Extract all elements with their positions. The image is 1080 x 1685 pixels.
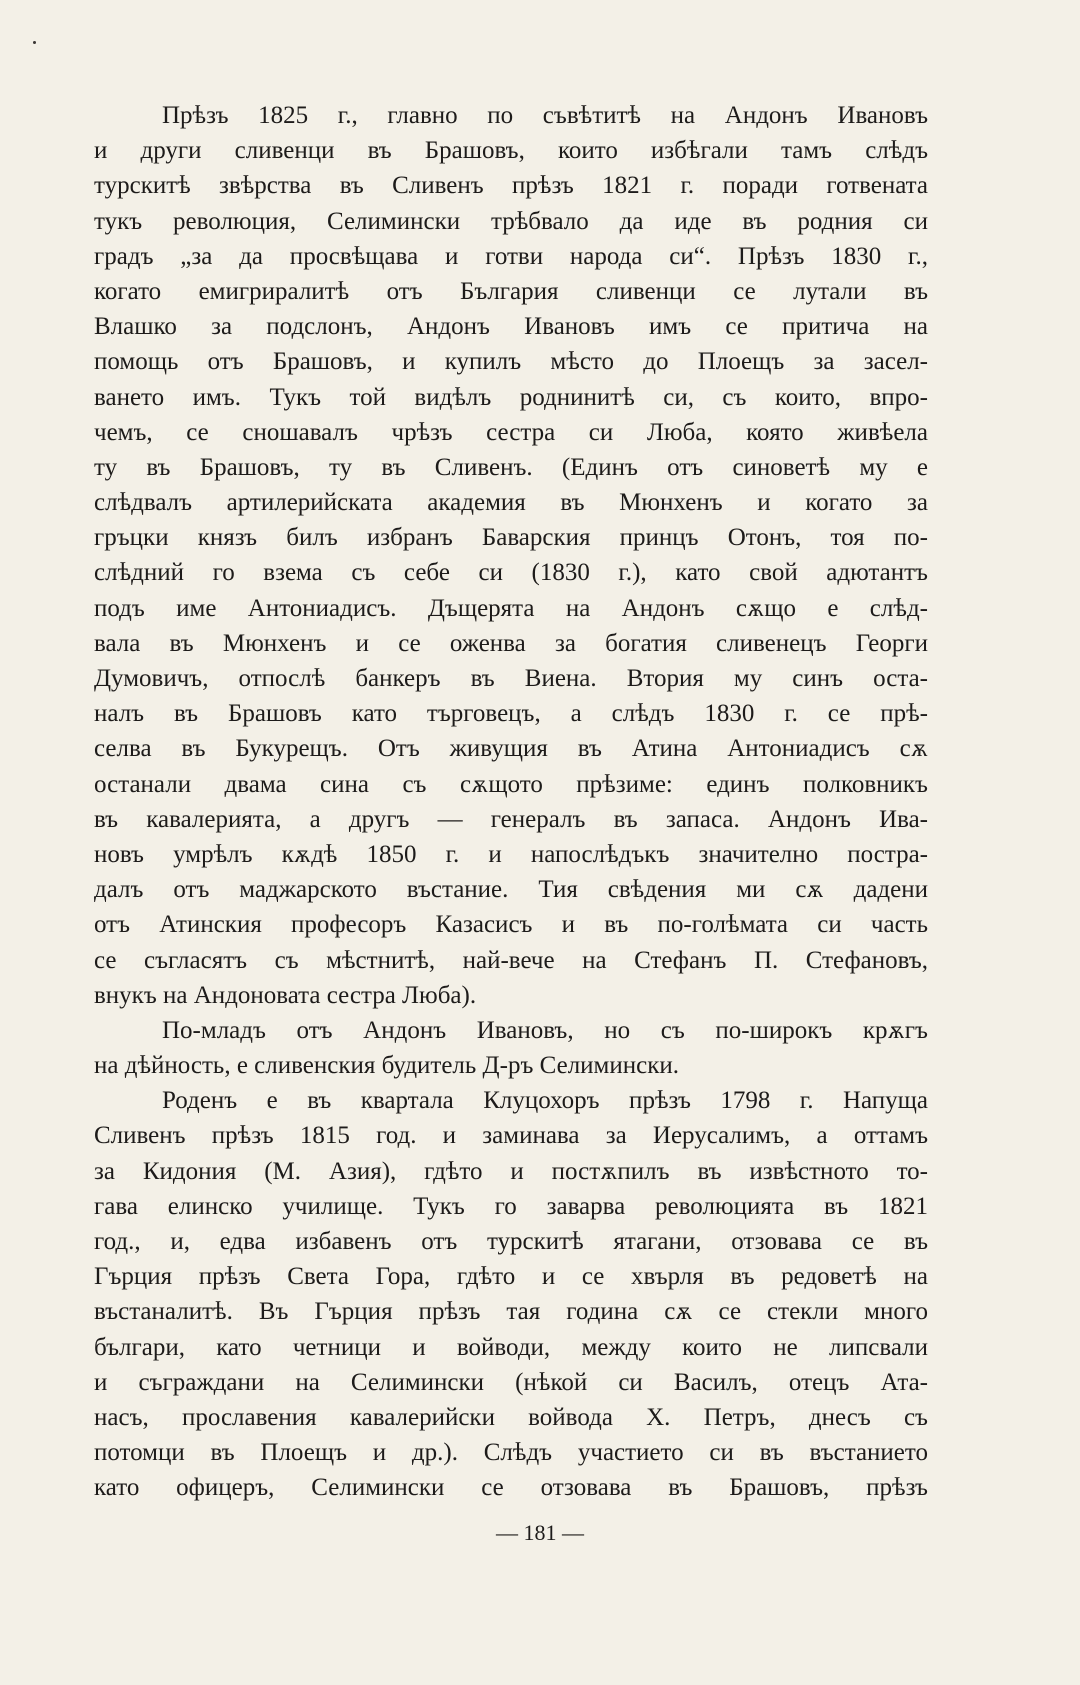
text-line: българи, като четници и войводи, между които не липсвали [94, 1333, 928, 1361]
text-line: когато емигриралитѣ отъ България сливенци се лутали въ [94, 277, 928, 305]
text-line: на дѣйность, е сливенския будитель Д-ръ Селимински. [94, 1052, 679, 1080]
text-line: насъ, прославения кавалерийски войвода Х. Петръ, днесъ съ [94, 1403, 928, 1431]
body-text [94, 98, 928, 1506]
text-line: подъ име Антониадисъ. Дъщерята на Андонъ сѫщо е слѣд- [94, 594, 928, 622]
text-line: отъ Атинския професоръ Казасисъ и въ по-голѣмата си часть [94, 911, 928, 939]
text-line: далъ отъ маджарското въстание. Тия свѣдения ми сѫ дадени [94, 876, 928, 904]
text-line: новъ умрѣлъ кѫдѣ 1850 г. и напослѣдъкъ значително постра- [94, 840, 928, 868]
page-number: — 181 — [496, 1520, 584, 1545]
text-line: Думовичъ, отпослѣ банкеръ въ Виена. Втория му синъ оста- [94, 665, 928, 692]
text-line: се съгласятъ съ мѣстнитѣ, най-вече на Стефанъ П. Стефановъ, [94, 946, 928, 974]
text-line: По-младъ отъ Андонъ Ивановъ, но съ по-широкъ крѫгъ [162, 1016, 928, 1044]
text-line: слѣдвалъ артилерийската академия въ Мюнхенъ и когато за [94, 489, 928, 517]
text-line: потомци въ Плоещъ и др.). Слѣдъ участието си въ въстанието [94, 1439, 928, 1467]
text-line: Прѣзъ 1825 г., главно по съвѣтитѣ на Андонъ Ивановъ [162, 102, 928, 129]
text-line: турскитѣ звѣрства въ Сливенъ прѣзъ 1821 г. поради готвената [94, 172, 928, 200]
text-line: тукъ революция, Селимински трѣбвало да иде въ родния си [94, 207, 928, 235]
text-line: Влашко за подслонъ, Андонъ Ивановъ имъ се притича на [94, 313, 928, 341]
text-line: като офицеръ, Селимински се отзовава въ Брашовъ, прѣзъ [94, 1474, 928, 1502]
text-line: Гърция прѣзъ Света Гора, гдѣто и се хвърля въ редоветѣ на [94, 1263, 928, 1291]
text-line: селва въ Букурещъ. Отъ живущия въ Атина Антониадисъ сѫ [94, 735, 928, 763]
text-line: налъ въ Брашовъ като търговецъ, а слѣдъ 1830 г. се прѣ- [94, 700, 928, 728]
text-line: гръцки князъ билъ избранъ Баварския принцъ Отонъ, тоя по- [94, 524, 928, 552]
text-line: Сливенъ прѣзъ 1815 год. и заминава за Иерусалимъ, а оттамъ [94, 1122, 928, 1150]
text-line: помощь отъ Брашовъ, и купилъ мѣсто до Плоещъ за засел- [94, 348, 928, 376]
text-line: и съграждани на Селимински (нѣкой си Василъ, отецъ Ата- [94, 1368, 928, 1396]
text-line: гава елинско училище. Тукъ го заварва революцията въ 1821 [94, 1192, 928, 1220]
text-line: год., и, едва избавенъ отъ турскитѣ ятагани, отзовава се въ [94, 1228, 928, 1255]
text-line: въ кавалерията, а другъ — генералъ въ запаса. Андонъ Ива- [94, 805, 928, 833]
text-line: градъ „за да просвѣщава и готви народа си“. Прѣзъ 1830 г., [94, 242, 928, 270]
text-line: ването имъ. Тукъ той видѣлъ роднинитѣ си, съ които, впро- [94, 383, 928, 411]
text-line: внукъ на Андоновата сестра Люба). [94, 981, 477, 1009]
text-line: Роденъ е въ квартала Клуцохоръ прѣзъ 1798 г. Напуща [162, 1087, 928, 1115]
text-line: чемъ, се сношавалъ чрѣзъ сестра си Люба, която живѣела [94, 418, 928, 446]
text-line: въстаналитѣ. Въ Гърция прѣзъ тая година сѫ се стекли много [94, 1298, 928, 1326]
text-line: останали двама сина съ сѫщото прѣзиме: единъ полковникъ [94, 770, 928, 798]
text-line: вала въ Мюнхенъ и се оженва за богатия сливенецъ Георги [94, 629, 928, 657]
text-line: слѣдний го взема съ себе си (1830 г.), като свой адютантъ [94, 559, 928, 587]
paper-speck [33, 41, 36, 44]
text-line: и други сливенци въ Брашовъ, които избѣгали тамъ слѣдъ [94, 137, 928, 165]
text-line: за Кидония (М. Азия), гдѣто и постѫпилъ въ извѣстното то- [94, 1157, 928, 1185]
text-line: ту въ Брашовъ, ту въ Сливенъ. (Единъ отъ синоветѣ му е [94, 453, 928, 481]
